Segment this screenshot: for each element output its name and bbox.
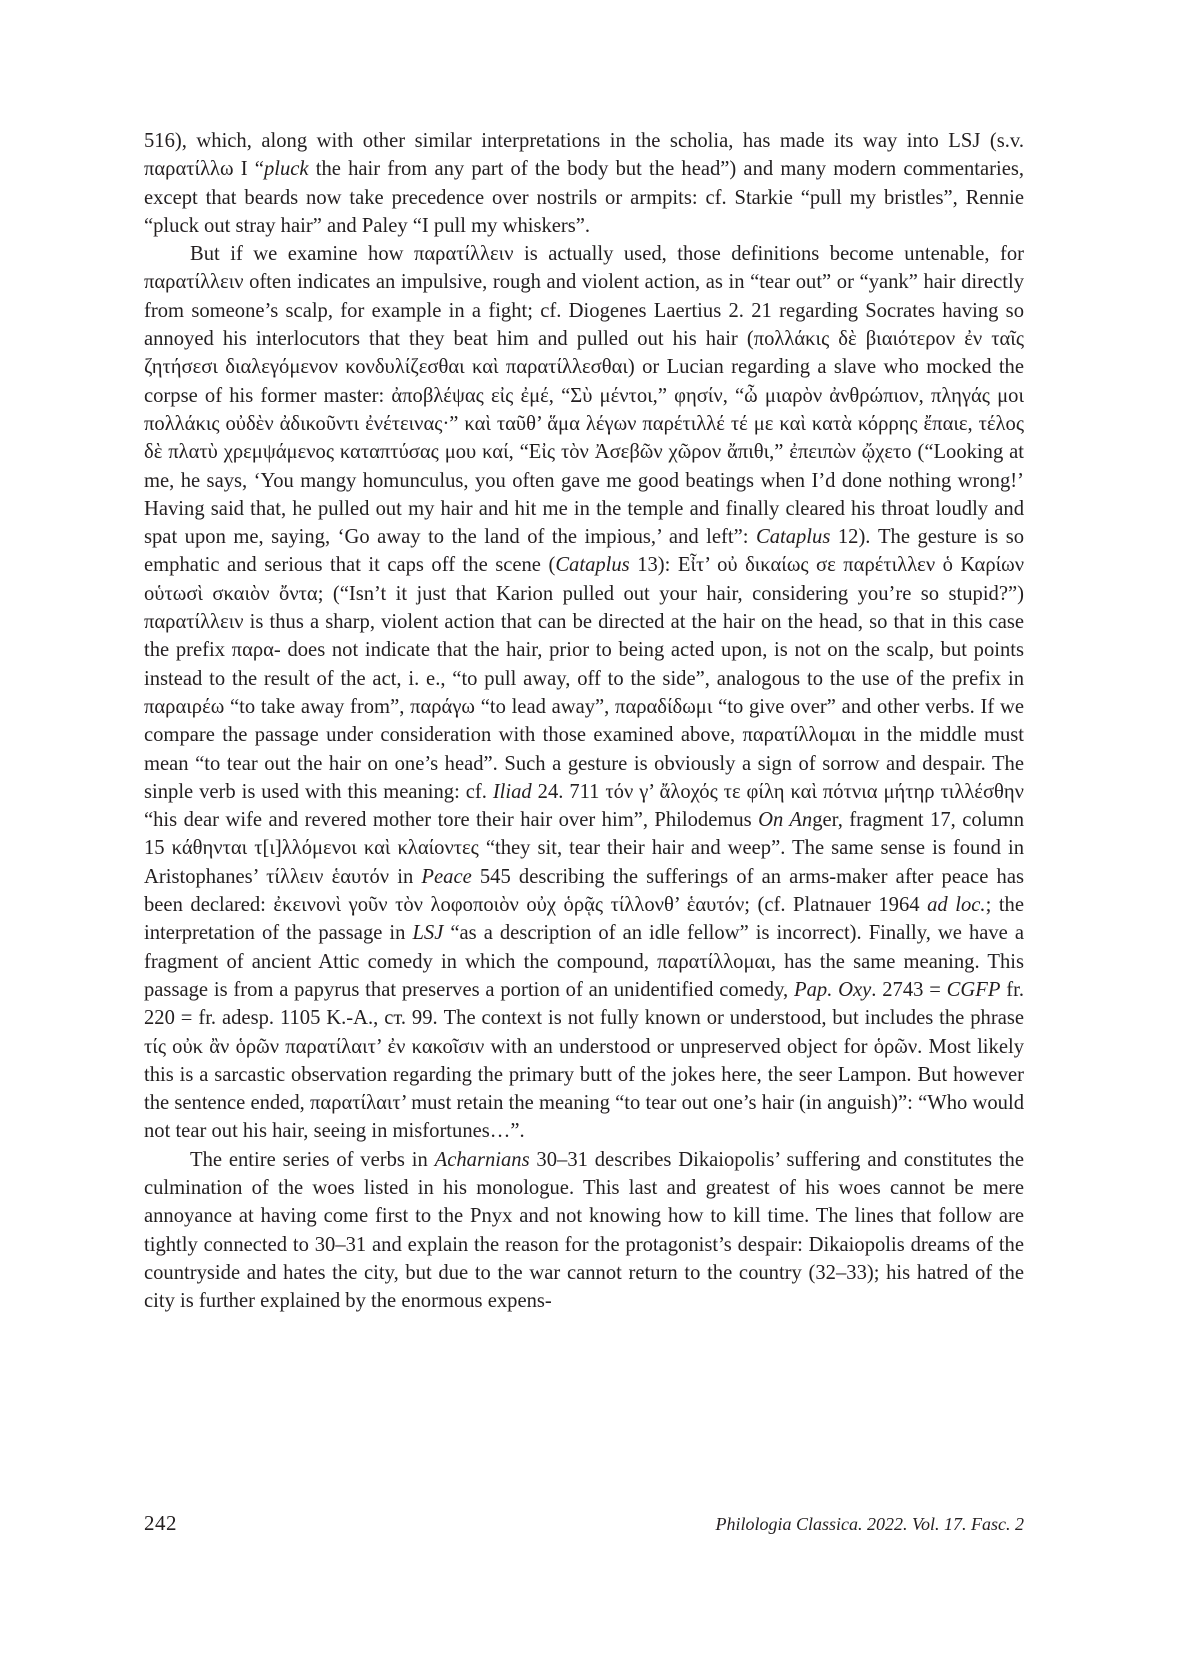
text-run: . 2743 = — [871, 978, 947, 1001]
text-run: 24. 711 τόν γ’ ἄλοχός τε φίλη καὶ πότνια μήτηρ τιλλέσθην “his dear wife and revered mother tore their hair over him”, Philodemus — [144, 780, 1024, 832]
paragraph-continued — [144, 127, 1024, 240]
text-run: ; the interpretation of the passage in — [144, 894, 1024, 945]
paragraph-acharnians — [144, 1146, 1024, 1316]
text-run: fr. 220 = fr. adesp. 1105 K.-A., ст. 99. The context is not fully known or understood, but includes the phrase τίς οὐκ ἂν ὁρῶν παρατίλαιτ’ ἐν κακοῖσιν with an understood or unpreserved object for ὁρῶν. Most likely this is a sarcastic observation regarding the primary butt of the jokes here, the seer Lampon. But however the sentence ended, παρατίλαιτ’ must retain the meaning “to tear out one’s hair (in anguish)”: “Who would not tear out his hair, seeing in misfortunes…”. — [144, 978, 1024, 1143]
italic-title: Pap. Oxy — [794, 978, 872, 1001]
text-run: “as a description of an idle fellow” is incorrect). Finally, we have a fragment of ancient Attic comedy in which the compound, παρατίλλομαι, has the same meaning. This passage is from a papyrus that preserves a portion of an unidentified comedy, — [144, 922, 1024, 1001]
italic-term: pluck — [263, 158, 309, 181]
italic-title: Cataplus — [555, 554, 630, 577]
journal-citation: Philologia Classica. 2022. Vol. 17. Fasc. 2 — [715, 1514, 1024, 1534]
text-run: 516), which, along with other similar interpretations in the scholia, has made its way into LSJ (s.v. παρατίλλω I “ — [144, 130, 1024, 181]
italic-title: Iliad — [492, 780, 532, 803]
italic-term: LSJ — [412, 922, 444, 945]
text-run: 30–31 describes Dikaiopolis’ suffering and constitutes the culmination of the woes listed in his monologue. This last and greatest of his woes cannot be mere annoyance at having come first to the Pnyx and not knowing how to kill time. The lines that follow are tightly connected to 30–31 and explain the reason for the protagonist’s despair: Dikaiopolis dreams of the countryside and hates the city, but due to the war cannot return to the country (32–33); his hatred of the city is further explained by the enormous expens- — [144, 1148, 1024, 1313]
page-footer — [144, 1511, 1024, 1536]
italic-title: Cataplus — [755, 526, 831, 549]
italic-title: Acharnians — [434, 1148, 530, 1171]
body-text — [144, 127, 1024, 1315]
text-run: 12). The gesture is so emphatic and serious that it caps off the scene ( — [144, 526, 1024, 577]
italic-title: On An — [758, 809, 813, 832]
italic-title: CGFP — [946, 978, 1001, 1001]
text-run: 545 describing the sufferings of an arms-maker after peace has been declared: ἐκεινονὶ γοῦν τὸν λοφοποιὸν οὐχ ὁρᾷς τίλλονθ’ ἑαυτόν; (cf. Platnauer 1964 — [144, 865, 1024, 917]
text-run: the hair from any part of the body but the head”) and many modern commentaries, except that beards now take precedence over nostrils or armpits: cf. Starkie “pull my bristles”, Rennie “pluck out stray hair” and Paley “I pull my whiskers”. — [144, 158, 1025, 237]
italic-title: Peace — [421, 865, 472, 888]
italic-term: ad loc. — [927, 894, 986, 917]
text-run: But if we examine how παρατίλλειν is actually used, those definitions become untenable, for παρατίλλειν often indicates an impulsive, rough and violent action, as in “tear out” or “yank” hair directly from someone’s scalp, for example in a fight; cf. Diogenes Laertius 2. 21 regarding Socrates having so annoyed his interlocutors that they beat him and pulled out his hair (πολλάκις δὲ βιαιότερον ἐν ταῖς ζητήσεσι διαλεγόμενον κονδυλίζεσθαι καὶ παρατίλλεσθαι) or Lucian regarding a slave who mocked the corpse of his former master: ἀποβλέψας εἰς ἐμέ, “Σὺ μέντοι,” φησίν, “ὦ μιαρὸν ἀνθρώπιον, πληγάς μοι πολλάκις οὐδὲν ἀδικοῦντι ἐνέτεινας·” καὶ ταῦθ’ ἅμα λέγων παρέτιλλέ τέ με καὶ κατὰ κόρρης ἔπαιε, τέλος δὲ πλατὺ χρεμψάμενος καταπτύσας μου καί, “Εἰς τὸν Ἀσεβῶν χῶρον ἄπιθι,” ἐπειπὼν ᾤχετο (“Looking at me, he says, ‘You mangy homunculus, you often gave me good beatings when I’d done nothing wrong!’ Having said that, he pulled out my hair and hit me in the temple and finally cleared his throat loudly and spat upon me, saying, ‘Go away to the land of the impious,’ and left”: — [144, 243, 1024, 549]
text-run: ger, fragment 17, column 15 κάθηνται τ[ι]λλόμενοι καὶ κλαίοντες “they sit, tear their hair and weep”. The same sense is found in Aristophanes’ τίλλειν ἑαυτόν in — [144, 809, 1024, 888]
text-run: 13): Εἶτ’ οὐ δικαίως σε παρέτιλλεν ὁ Καρίων οὑτωσὶ σκαιὸν ὄντα; (“Isn’t it just that Karion pulled out your hair, considering you’re so stupid?”) παρατίλλειν is thus a sharp, violent action that can be directed at the hair on the head, so that in this case the prefix παρα- does not indicate that the hair, prior to being acted upon, is not on the scalp, but points instead to the result of the act, i. e., “to pull away, off to the side”, analogous to the use of the prefix in παραιρέω “to take away from”, παράγω “to lead away”, παραδίδωμι “to give over” and other verbs. If we compare the passage under consideration with those examined above, παρατίλλομαι in the middle must mean “to tear out the hair on one’s head”. Such a gesture is obviously a sign of sorrow and despair. The sinple verb is used with this meaning: cf. — [144, 554, 1025, 803]
text-run: The entire series of verbs in — [190, 1148, 435, 1171]
paragraph-parateillein — [144, 240, 1024, 1146]
page-number: 242 — [144, 1511, 177, 1535]
